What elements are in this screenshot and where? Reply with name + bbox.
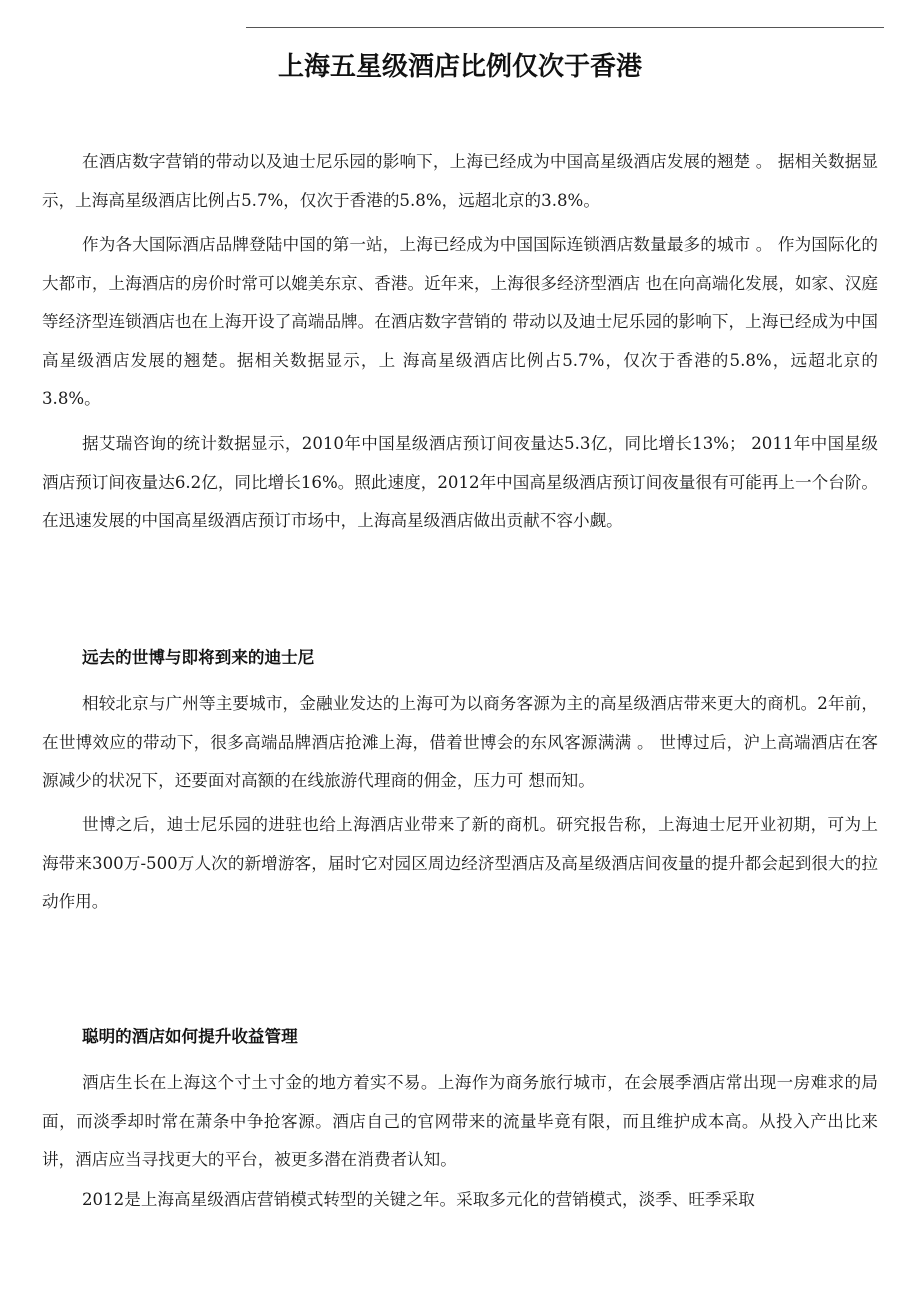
header-rule (246, 27, 884, 28)
section1-paragraph-1: 相较北京与广州等主要城市，金融业发达的上海可为以商务客源为主的高星级酒店带来更大的商机。2年前，在世博效应的带动下，很多高端品牌酒店抢滩上海，借着世博会的东风客源满满 。 世博过后，沪上高端酒店在客源减少的状况下，还要面对高额的在线旅游代理商的佣金，压力可 想而知。 (42, 694, 878, 790)
section2-paragraph-1: 酒店生长在上海这个寸土寸金的地方着实不易。上海作为商务旅行城市，在会展季酒店常出现一房难求的局面，而淡季却时常在萧条中争抢客源。酒店自己的官网带来的流量毕竟有限，而且维护成本高。从投入产出比来讲，酒店应当寻找更大的平台，被更多潜在消费者认知。 (42, 1073, 878, 1169)
intro-paragraph-3: 据艾瑞咨询的统计数据显示，2010年中国星级酒店预订间夜量达5.3亿，同比增长13%； 2011年中国星级酒店预订间夜量达6.2亿，同比增长16%。照此速度，2012年中国高星级酒店预订间夜量很有可能再上一个台阶。在迅速发展的中国高星级酒店预订市场中，上海高星级酒店做出贡献不容小觑。 (42, 434, 878, 530)
section2-paragraph-2: 2012是上海高星级酒店营销模式转型的关键之年。采取多元化的营销模式，淡季、旺季采取 (82, 1190, 755, 1209)
section1-paragraph-2: 世博之后，迪士尼乐园的进驻也给上海酒店业带来了新的商机。研究报告称，上海迪士尼开业初期，可为上海带来300万-500万人次的新增游客，届时它对园区周边经济型酒店及高星级酒店间夜量的提升都会起到很大的拉动作用。 (42, 815, 878, 911)
intro-paragraph-1: 在酒店数字营销的带动以及迪士尼乐园的影响下，上海已经成为中国高星级酒店发展的翘楚 。 据相关数据显示，上海高星级酒店比例占5.7%，仅次于香港的5.8%，远超北京的3.8%。 (42, 152, 878, 210)
page-title: 上海五星级酒店比例仅次于香港 (277, 52, 642, 83)
section-heading-expo-disney: 远去的世博与即将到来的迪士尼 (82, 648, 315, 667)
section-heading-revenue-management: 聪明的酒店如何提升收益管理 (82, 1027, 298, 1046)
intro-paragraph-2: 作为各大国际酒店品牌登陆中国的第一站，上海已经成为中国国际连锁酒店数量最多的城市 。 作为国际化的大都市，上海酒店的房价时常可以媲美东京、香港。近年来，上海很多经济型酒店 也在向高端化发展，如家、汉庭等经济型连锁酒店也在上海开设了高端品牌。在酒店数字营销的 带动以及迪士尼乐园的影响下，上海已经成为中国高星级酒店发展的翘楚。据相关数据显示，上 海高星级酒店比例占5.7%，仅次于香港的5.8%，远超北京的3.8%。 (42, 235, 878, 408)
